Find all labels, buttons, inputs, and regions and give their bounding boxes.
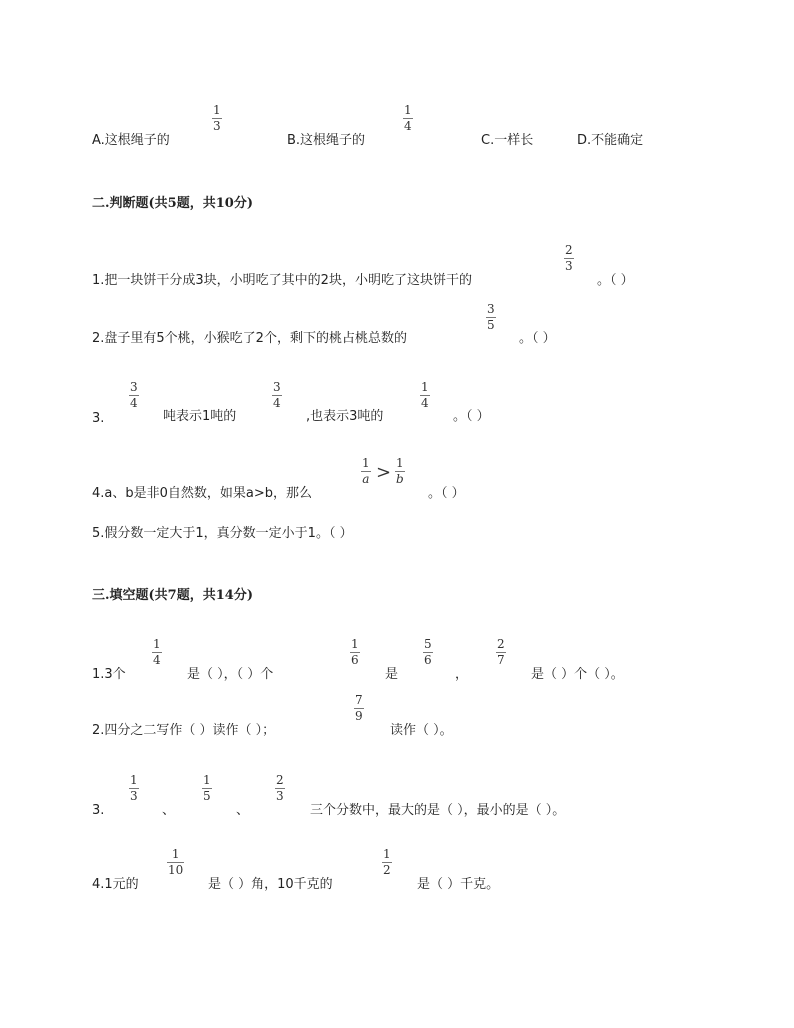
option-c: C.一样长 [481, 133, 534, 148]
fill-q2-part1: 2.四分之二写作（ ）读作（ ）； [92, 723, 276, 738]
section-heading-fill-blank: 三.填空题(共7题，共14分) [92, 588, 253, 603]
fraction-one-third-b: 1 3 [130, 773, 138, 803]
fraction-one-tenth: 1 10 [168, 847, 184, 877]
fill-q1-part5: 是（ ）个（ ）。 [531, 667, 624, 682]
fraction-three-fourths-a: 3 4 [130, 380, 138, 410]
fill-q1-part4: ， [455, 667, 469, 682]
judge-q1: 1.把一块饼干分成3块，小明吃了其中的2块，小明吃了这块饼干的 [92, 273, 472, 288]
option-d: D.不能确定 [577, 133, 644, 148]
fraction-one-over-a: 1 a [362, 456, 370, 486]
fraction-one-sixth: 1 6 [351, 637, 359, 667]
fill-q4-part2: 是（ ）角，10千克的 [208, 877, 333, 892]
fill-q4-part3: 是（ ）千克。 [417, 877, 500, 892]
fill-q3-part3: 、 [236, 803, 250, 818]
fraction-five-sixths: 5 6 [424, 637, 432, 667]
fraction-one-fourth-b: 1 4 [421, 380, 429, 410]
fill-q1-part2: 是（ ），（ ）个 [187, 667, 274, 682]
judge-q1-tail: 。（ ） [597, 273, 634, 288]
fill-q1-part3: 是 [385, 667, 399, 682]
fraction-three-fourths-b: 3 4 [273, 380, 281, 410]
fraction-one-third: 1 3 [213, 103, 221, 133]
option-b: B.这根绳子的 [287, 133, 366, 148]
fraction-two-thirds-b: 2 3 [276, 773, 284, 803]
section-heading-judgement: 二.判断题(共5题，共10分) [92, 196, 253, 211]
option-a: A.这根绳子的 [92, 133, 170, 148]
fraction-one-fourth-c: 1 4 [153, 637, 161, 667]
fraction-three-fifths: 3 5 [487, 302, 495, 332]
judge-q3-number: 3. [92, 411, 105, 426]
fill-q2-part2: 读作（ ）。 [390, 723, 453, 738]
fill-q3-part4: 三个分数中，最大的是（ ），最小的是（ ）。 [310, 803, 566, 818]
fraction-one-fourth: 1 4 [404, 103, 412, 133]
judge-q3-mid1: 吨表示1吨的 [163, 409, 237, 424]
judge-q4: 4.a、b是非0自然数，如果a>b，那么 [92, 486, 313, 501]
judge-q5: 5.假分数一定大于1，真分数一定小于1。（ ） [92, 526, 353, 541]
fraction-two-thirds: 2 3 [565, 243, 573, 273]
judge-q2: 2.盘子里有5个桃，小猴吃了2个，剩下的桃占桃总数的 [92, 331, 407, 346]
fill-q3-part1: 3. [92, 803, 105, 818]
judge-q2-tail: 。（ ） [519, 331, 556, 346]
fraction-one-fifth: 1 5 [203, 773, 211, 803]
judge-q3-tail: 。（ ） [453, 409, 490, 424]
fill-q3-part2: 、 [162, 803, 176, 818]
fraction-one-over-b: 1 b [396, 456, 404, 486]
greater-than-sign: > [376, 462, 392, 483]
judge-q4-tail: 。（ ） [428, 486, 465, 501]
judge-q3-mid2: ,也表示3吨的 [306, 409, 384, 424]
fill-q1-part1: 1.3个 [92, 667, 126, 682]
fraction-two-sevenths: 2 7 [497, 637, 505, 667]
fill-q4-part1: 4.1元的 [92, 877, 139, 892]
fraction-seven-ninths: 7 9 [355, 693, 363, 723]
fraction-one-half: 1 2 [383, 847, 391, 877]
